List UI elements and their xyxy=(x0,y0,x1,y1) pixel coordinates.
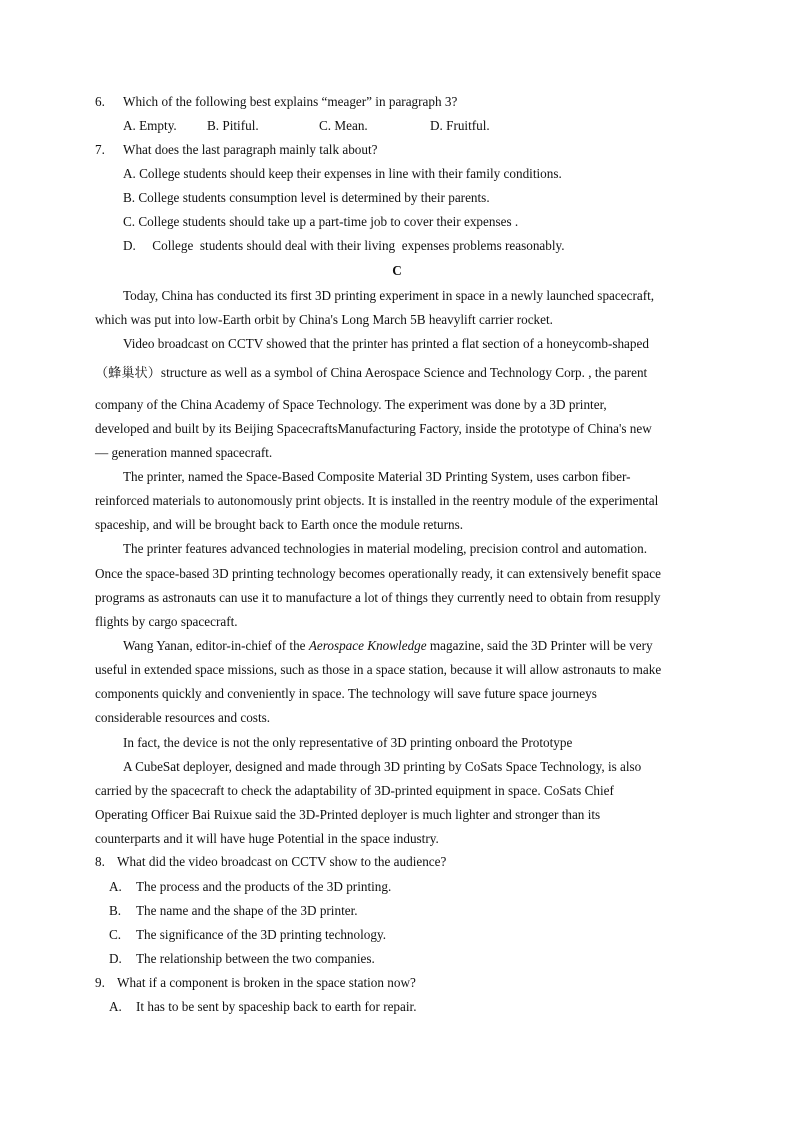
paragraph-line: programs as astronauts can use it to manufacture a lot of things they currently need to obtain from resupply xyxy=(95,590,661,605)
magazine-title: Aerospace Knowledge xyxy=(308,638,427,653)
paragraph-line: （蜂巢状）structure as well as a symbol of China Aerospace Science and Technology Corp. , the parent xyxy=(95,365,648,380)
paragraph-line: counterparts and it will have huge Potential in the space industry. xyxy=(95,831,439,846)
paragraph-line: flights by cargo spacecraft. xyxy=(95,614,238,629)
paragraph-line: components quickly and conveniently in space. The technology will save future space journeys xyxy=(95,686,597,701)
paragraph-line: Once the space-based 3D printing technology becomes operationally ready, it can extensively benefit space xyxy=(95,566,661,581)
question-number: 8. xyxy=(95,854,105,869)
question-number: 7. xyxy=(95,142,105,157)
option-a: The process and the products of the 3D printing. xyxy=(136,879,392,894)
paragraph-line: A CubeSat deployer, designed and made through 3D printing by CoSats Space Technology, is also xyxy=(123,759,642,774)
option-letter: A. xyxy=(109,879,122,894)
question-number: 9. xyxy=(95,975,105,990)
paragraph-line: which was put into low-Earth orbit by China's Long March 5B heavylift carrier rocket. xyxy=(95,312,553,327)
paragraph-line: spaceship, and will be brought back to Earth once the module returns. xyxy=(95,517,464,532)
paragraph-line: developed and built by its Beijing SpacecraftsManufacturing Factory, inside the prototype of China's new xyxy=(95,421,652,436)
option-letter: A. xyxy=(109,999,122,1014)
paragraph-line: useful in extended space missions, such as those in a space station, because it will allow astronauts to make xyxy=(95,662,662,677)
option-letter: B. xyxy=(109,903,122,918)
option-letter: D. xyxy=(109,951,122,966)
paragraph-line: considerable resources and costs. xyxy=(95,710,271,725)
option-d: The relationship between the two companies. xyxy=(136,951,375,966)
question-text: Which of the following best explains “meager” in paragraph 3? xyxy=(123,94,458,109)
option-c: C. College students should take up a part-time job to cover their expenses . xyxy=(123,214,519,229)
paragraph-line: carried by the spacecraft to check the adaptability of 3D-printed equipment in space. CoSats Chief xyxy=(95,783,614,798)
question-text: What did the video broadcast on CCTV show to the audience? xyxy=(117,854,447,869)
option-d: D. Fruitful. xyxy=(430,118,490,133)
paragraph-line: The printer, named the Space-Based Composite Material 3D Printing System, uses carbon fiber- xyxy=(123,469,631,484)
paragraph-line: In fact, the device is not the only representative of 3D printing onboard the Prototype xyxy=(123,735,573,750)
paragraph-line xyxy=(123,637,653,655)
option-a: A. Empty. xyxy=(123,118,177,133)
option-c: C. Mean. xyxy=(319,118,368,133)
option-b: B. Pitiful. xyxy=(207,118,259,133)
option-d: D. College students should deal with their living expenses problems reasonably. xyxy=(123,238,565,253)
paragraph-line: Today, China has conducted its first 3D printing experiment in space in a newly launched spacecraft, xyxy=(123,288,655,303)
paragraph-line: Operating Officer Bai Ruixue said the 3D-Printed deployer is much lighter and stronger than its xyxy=(95,807,601,822)
option-b: The name and the shape of the 3D printer. xyxy=(136,903,358,918)
paragraph-line: company of the China Academy of Space Technology. The experiment was done by a 3D printer, xyxy=(95,397,607,412)
paragraph-line: reinforced materials to autonomously print objects. It is installed in the reentry module of the experimental xyxy=(95,493,659,508)
paragraph-line: The printer features advanced technologies in material modeling, precision control and automation. xyxy=(123,541,648,556)
text-run: magazine, said the 3D Printer will be very xyxy=(426,638,653,653)
question-text: What if a component is broken in the space station now? xyxy=(117,975,416,990)
option-letter: C. xyxy=(109,927,122,942)
question-number: 6. xyxy=(95,94,105,109)
question-text: What does the last paragraph mainly talk about? xyxy=(123,142,378,157)
option-b: B. College students consumption level is determined by their parents. xyxy=(123,190,490,205)
text-run: Wang Yanan, editor-in-chief of the xyxy=(123,638,309,653)
option-a: A. College students should keep their expenses in line with their family conditions. xyxy=(123,166,562,181)
paragraph-line: Video broadcast on CCTV showed that the printer has printed a flat section of a honeycomb-shaped xyxy=(123,336,649,351)
section-heading: C xyxy=(392,263,402,278)
paragraph-line: — generation manned spacecraft. xyxy=(95,445,273,460)
option-c: The significance of the 3D printing technology. xyxy=(136,927,387,942)
option-a: It has to be sent by spaceship back to earth for repair. xyxy=(136,999,417,1014)
